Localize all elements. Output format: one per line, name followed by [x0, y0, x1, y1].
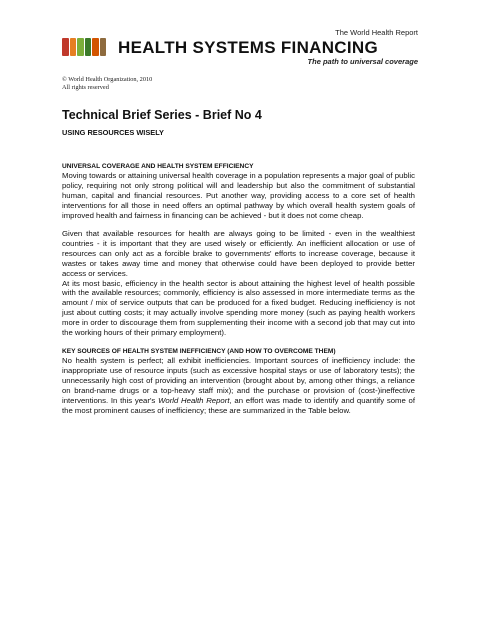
paragraph-text: No health system is perfect; all exhibit inefficiencies. Important sources of inefficiency include: the inappropriate use of resource inputs (such as excessive hospital stays or use of laboratory tests); the unnecessarily high cost of providing an intervention (brought about by, among other things, a reliance on brand-name drugs or a top-heavy staff mix); and the purchase or provision of (cost-)ineffective interventions. In this year's	[62, 356, 415, 405]
document-body	[62, 163, 415, 424]
paragraph: Moving towards or attaining universal health coverage in a population represents a major goal of public policy, requiring not only strong political will and leadership but also the commitment of substantial human, capital and financial resources. Put another way, providing access to a core set of health interventions for all those in need offers an optimal pathway by which overall health system goals of improved health and fairness in financing can be achieved - but it does not come cheap.	[62, 171, 415, 220]
brief-title: Technical Brief Series - Brief No 4	[62, 108, 262, 122]
logo-tile	[85, 38, 92, 56]
copyright-line: © World Health Organization, 2010	[62, 76, 153, 83]
logo-tile	[77, 38, 84, 56]
brief-subtitle: USING RESOURCES WISELY	[62, 128, 164, 137]
logo-tile	[100, 38, 107, 56]
paragraph: Given that available resources for health are always going to be limited - even in the wealthiest countries - it is important that they are used wisely or efficiently. An inefficient allocation or use of resources can only act as a forcible brake to governments' efforts to increase coverage, because it wastes or takes away time and money that otherwise could have been deployed to provide better access or services.	[62, 229, 415, 278]
copyright-notice	[62, 76, 152, 92]
logo-tile	[62, 38, 69, 56]
logo-tile	[70, 38, 77, 56]
report-tagline: The path to universal coverage	[307, 57, 418, 66]
section-heading: UNIVERSAL COVERAGE AND HEALTH SYSTEM EFFICIENCY	[62, 163, 254, 170]
rights-line: All rights reserved	[62, 84, 109, 91]
paragraph-text: , an effort was made to identify and quantify some of the most prominent causes of inefficiency; these are summarized in the Table below.	[62, 395, 415, 415]
report-series-title: The World Health Report	[335, 28, 418, 37]
report-main-title: HEALTH SYSTEMS FINANCING	[118, 38, 378, 57]
paragraph	[62, 356, 415, 415]
logo-tile	[92, 38, 99, 56]
section-heading: KEY SOURCES OF HEALTH SYSTEM INEFFICIENCY (AND HOW TO OVERCOME THEM)	[62, 348, 336, 355]
report-logo-images	[62, 38, 106, 56]
report-title-italic: World Health Report	[158, 395, 230, 405]
paragraph: At its most basic, efficiency in the health sector is about attaining the highest level of health possible with the available resources; commonly, efficiency is also assessed in more intermediate terms as the amount / mix of service outputs that can be produced for a fixed budget. Reducing inefficiency is not just about cutting costs; it may actually involve spending more money (such as paying health workers more in order to discourage them from supplementing their income with a second job that may cut into the working hours of their primary employment).	[62, 278, 415, 338]
report-header	[62, 24, 422, 72]
